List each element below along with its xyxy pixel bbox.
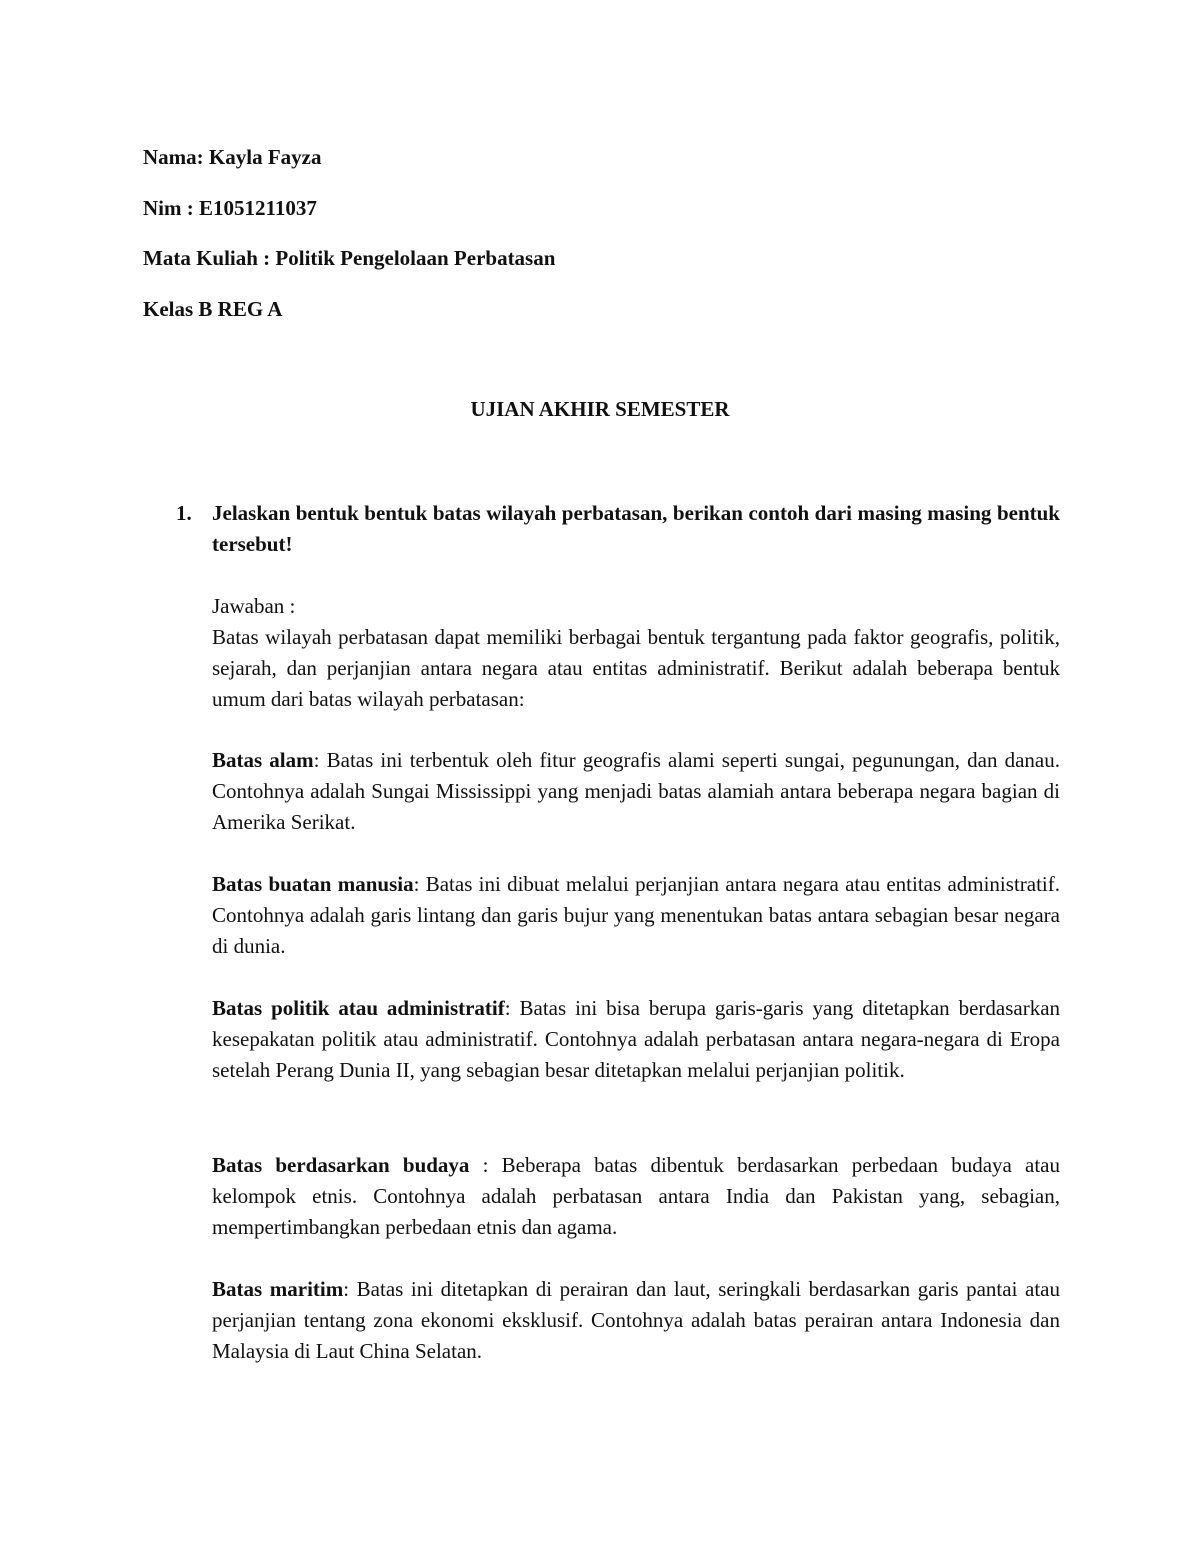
class-name: Kelas B REG A (143, 297, 283, 321)
answer-item-batas-maritim (212, 1274, 1060, 1367)
answer-item-term: Batas buatan manusia (212, 872, 414, 896)
question-text: Jelaskan bentuk bentuk batas wilayah perbatasan, berikan contoh dari masing masing bentuk tersebut! (212, 501, 1060, 556)
question-number: 1. (176, 501, 192, 525)
answer-item-term: Batas berdasarkan budaya (212, 1153, 470, 1177)
answer-item-text: : Beberapa batas dibentuk berdasarkan perbedaan budaya atau kelompok etnis. Contohnya adalah perbatasan antara India dan Pakistan yang, sebagian, mempertimbangkan perbedaan etnis dan agama. (212, 1153, 1061, 1239)
answer-item-batas-budaya (212, 1150, 1060, 1243)
answer-item-term: Batas politik atau administratif (212, 996, 505, 1020)
answer-item-batas-buatan (212, 869, 1060, 962)
exam-title: UJIAN AKHIR SEMESTER (470, 397, 730, 421)
student-name: Nama: Kayla Fayza (143, 145, 322, 169)
course-name: Mata Kuliah : Politik Pengelolaan Perbatasan (143, 246, 556, 270)
answer-item-batas-politik (212, 993, 1060, 1086)
answer-item-term: Batas alam (212, 748, 314, 772)
answer-item-text: : Batas ini bisa berupa garis-garis yang ditetapkan berdasarkan kesepakatan politik atau administratif. Contohnya adalah perbatasan antara negara-negara di Eropa setelah Perang Dunia II, yang sebagian besar ditetapkan melalui perjanjian politik. (212, 996, 1061, 1082)
answer-item-text: : Batas ini dibuat melalui perjanjian antara negara atau entitas administratif. Contohnya adalah garis lintang dan garis bujur yang menentukan batas antara sebagian besar negara di dunia. (212, 872, 1061, 958)
answer-intro: Batas wilayah perbatasan dapat memiliki berbagai bentuk tergantung pada faktor geografis, politik, sejarah, dan perjanjian antara negara atau entitas administratif. Berikut adalah beberapa bentuk umum dari batas wilayah perbatasan: (212, 625, 1060, 711)
answer-item-text: : Batas ini ditetapkan di perairan dan laut, seringkali berdasarkan garis pantai atau perjanjian tentang zona ekonomi eksklusif. Contohnya adalah batas perairan antara Indonesia dan Malaysia di Laut China Selatan. (212, 1277, 1060, 1363)
question-1 (176, 498, 1060, 560)
answer-item-term: Batas maritim (212, 1277, 344, 1301)
answer-item-batas-alam (212, 745, 1060, 838)
answer-label: Jawaban : (212, 594, 296, 618)
student-nim: Nim : E1051211037 (143, 196, 317, 220)
answer-item-text: : Batas ini terbentuk oleh fitur geografis alami seperti sungai, pegunungan, dan danau. Contohnya adalah Sungai Mississippi yang menjadi batas alamiah antara beberapa negara bagian di Amerika Serikat. (212, 748, 1060, 834)
